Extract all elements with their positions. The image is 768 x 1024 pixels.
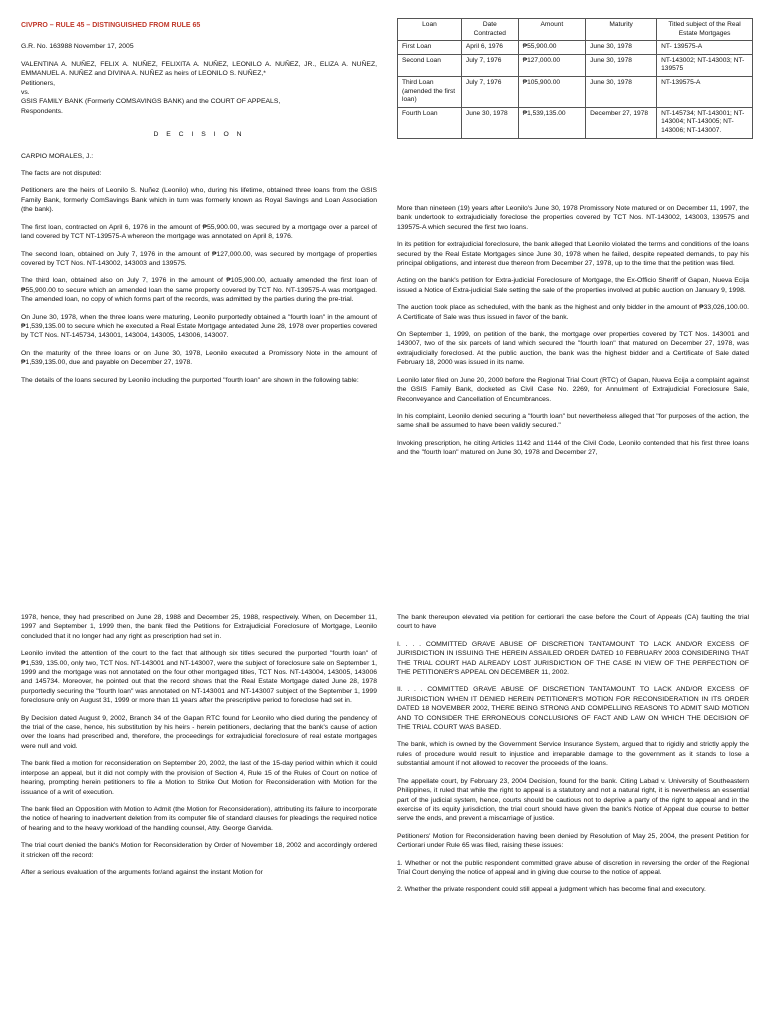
table-row (398, 41, 753, 55)
paragraph: 1978, hence, they had prescribed on June 28, 1988 and December 25, 1988, respectively. When, on December 11, 1997 and September 1, 1999 then, the bank filed the Petitions for Extrajudicial Foreclosure of Mortgage, Leonilo concluded that it no longer had any right as prescription had set in. (21, 614, 377, 640)
paragraph: The details of the loans secured by Leonilo including the purported "fourth loan" are shown in the following table: (21, 376, 359, 384)
paragraph: Acting on the bank's petition for Extra-judicial Foreclosure of Mortgage, the Ex-Officio Sheriff of Gapan, Nueva Ecija issued a Notice of Extra-judicial Sale setting the sale of the properties involved at public auction on January 9, 1998. (397, 277, 749, 294)
paragraph: On September 1, 1999, on petition of the bank, the mortgage over properties covered by TCT Nos. 143001 and 143007, two of the six parcels of land which secured the "fourth loan" that matured on December 27, 1978, was extrajudicially foreclosed. At the public auction, the bank was the highest bidder and a Certificate of Sale dated February 18, 2000 was issued in its name. (397, 331, 749, 367)
table-cell: June 30, 1978 (461, 107, 518, 138)
table-cell: First Loan (398, 41, 462, 55)
paragraph: The third loan, obtained also on July 7, 1976 in the amount of ₱105,900.00, actually amended the first loan of ₱55,900.00 to secure which an amended loan the same property covered by TCT No. NT-139575-A was mortgaged. The amended loan, no copy of which forms part of the records, was admitted by the parties during the pre-trial. (21, 277, 377, 304)
table-cell: December 27, 1978 (586, 107, 657, 138)
table-cell: June 30, 1978 (586, 76, 657, 107)
paragraph: The appellate court, by February 23, 2004 Decision, found for the bank. Citing Labad v. University of Southeastern Philippines, it ruled that while the right to appeal is a statutory and not a natural right, it is nevertheless an essential part of the judicial system, hence, courts should be cautious not to deprive a party of the right to appeal and in the exercise of its equity jurisdiction, the trial court should have given the bank's Notice of Appeal due course to better serve the ends, and prevent a miscarriage of justice. (397, 777, 749, 823)
paragraph: The auction took place as scheduled, with the bank as the highest and only bidder in the amount of ₱33,026,100.00. A Certificate of Sale was thus issued in favor of the bank. (397, 304, 749, 321)
table-cell: July 7, 1976 (461, 76, 518, 107)
paragraph: Invoking prescription, he citing Articles 1142 and 1144 of the Civil Code, Leonilo contended that his first three loans and the "fourth loan" matured on June 30, 1978 and December 27, (397, 439, 749, 457)
table-row (398, 54, 753, 76)
paragraph: The bank filed a motion for reconsideration on September 20, 2002, the last of the 15-day period within which it could interpose an appeal, but it did not comply with the provision of Section 4, Rule 15 of the Rules of Court on notice of hearing, prompting herein petitioners to file a Motion to Strike Out Motion for Reconsideration with Motion for the issuance of a writ of execution. (21, 760, 377, 796)
paragraph: On the maturity of the three loans or on June 30, 1978, Leonilo executed a Promissory Note in the amount of ₱1,539,135.00, due and payable on December 27, 1978. (21, 349, 377, 367)
respondents-label: Respondents. (21, 107, 63, 115)
table-cell: NT- 139575-A (657, 41, 753, 55)
paragraph: In its petition for extrajudicial foreclosure, the bank alleged that Leonilo violated the terms and conditions of the loans secured by the Real Estate Mortgages since June 30, 1978 when he failed, despite repeated demands, to pay his principal obligations, and interest due thereon from December 27, 1978, up to the time that the petition was filed. (397, 241, 749, 268)
petitioners-names: VALENTINA A. NUÑEZ, FELIX A. NUÑEZ, FELIXITA A. NUÑEZ, LEONILO A. NUÑEZ, JR., ELIZA A. NUÑEZ, EMMANUEL A. NUÑEZ and DIVINA A. NUÑEZ as heirs of LEONILO S. NUÑEZ,* (21, 60, 377, 78)
ponente: CARPIO MORALES, J.: (21, 152, 94, 160)
table-cell: April 6, 1976 (461, 41, 518, 55)
paragraph: II. . . . COMMITTED GRAVE ABUSE OF DISCRETION TANTAMOUNT TO LACK AND/OR EXCESS OF JURISDICTION WHEN IT DENIED HEREIN PETITIONER'S MOTION FOR RECONSIDERATION IN ITS ORDER DATED 18 NOVEMBER 2002, THERE BEING STRONG AND COMPELLING REASONS TO ADMIT SAID MOTION AND TO CONSIDER THE ERRONEOUS CONCLUSIONS OF FACT AND LAW ON WHICH THE DECISION OF THE TRIAL COURT WAS BASED. (397, 686, 749, 732)
table-cell: June 30, 1978 (586, 54, 657, 76)
paragraph: The bank, which is owned by the Government Service Insurance System, argued that to rigidly and strictly apply the rules of procedure would result to injustice and irreparable damage to the government as it stands to lose a substantial amount if not allowed to recover the proceeds of the loans. (397, 741, 749, 768)
table-row (398, 107, 753, 138)
column-header: Amount (518, 19, 585, 41)
table-header-row (398, 19, 753, 41)
table-cell: ₱105,900.00 (518, 76, 585, 107)
paragraph: I. . . . COMMITTED GRAVE ABUSE OF DISCRETION TANTAMOUNT TO LACK AND/OR EXCESS OF JURISDICTION IN ISSUING THE HEREIN ASSAILED ORDER DATED 10 FEBRUARY 2003 CONSIDERING THAT THE TRIAL COURT HAD ALREADY LOST JURISDICTION OF THE CASE IN VIEW OF THE PERFECTION OF THE PETITIONER'S APPEAL ON DECEMBER 11, 2002. (397, 640, 749, 677)
paragraph: 2. Whether the private respondent could still appeal a judgment which has become final and executory. (397, 886, 706, 894)
table-cell: Third Loan (amended the first loan) (398, 76, 462, 107)
paragraph: On June 30, 1978, when the three loans were maturing, Leonilo purportedly obtained a "fourth loan" in the amount of ₱1,539,135.00 to secure which he executed a Real Estate Mortgage antedated June 28, 1978 over properties covered by TCT Nos. NT-145734, 143001, 143004, 143005, 143006, 143007. (21, 313, 377, 340)
table-cell: NT-145734; NT-143001; NT-143004; NT-143005; NT-143006; NT-143007. (657, 107, 753, 138)
table-row (398, 76, 753, 107)
case-number: G.R. No. 163988 November 17, 2005 (21, 43, 134, 51)
paragraph: In his complaint, Leonilo denied securing a "fourth loan" but nevertheless alleged that "for purposes of the action, the same shall be assumed to have been validly secured." (397, 412, 749, 430)
table-cell: NT-139575-A (657, 76, 753, 107)
table-cell: ₱1,539,135.00 (518, 107, 585, 138)
decision-heading: D E C I S I O N (153, 131, 245, 139)
column-header: Maturity (586, 19, 657, 41)
loans-table (397, 18, 753, 139)
right-column-bottom (397, 613, 749, 903)
paragraph: The trial court denied the bank's Motion for Reconsideration by Order of November 18, 2002 and accordingly ordered it stricken off the record: (21, 842, 377, 859)
respondents-names: GSIS FAMILY BANK (Formerly COMSAVINGS BANK) and the COURT OF APPEALS, (21, 98, 281, 106)
paragraph: 1. Whether or not the public respondent committed grave abuse of discretion in reversing the order of the Regional Trial Court denying the notice of appeal and in giving due course to the notice of appeal. (397, 859, 749, 876)
table-cell: NT-143002; NT-143003; NT-139575 (657, 54, 753, 76)
paragraph: The second loan, obtained on July 7, 1976 in the amount of ₱127,000.00, was secured by mortgage of properties covered by TCT Nos. NT-143002, 143003 and 139575. (21, 250, 377, 267)
versus-label: vs. (21, 89, 30, 97)
table-cell: Fourth Loan (398, 107, 462, 138)
document-title: CIVPRO – RULE 45 – DISTINGUISHED FROM RULE 65 (21, 22, 201, 29)
left-column-bottom (21, 613, 377, 885)
petitioners-label: Petitioners, (21, 79, 56, 87)
table-cell: June 30, 1978 (586, 41, 657, 55)
column-header: Titled subject of the Real Estate Mortgages (657, 19, 753, 41)
paragraph: The facts are not disputed: (21, 170, 102, 178)
table-cell: Second Loan (398, 54, 462, 76)
paragraph: Petitioners' Motion for Reconsideration having been denied by Resolution of May 25, 2004, the present Petition for Certiorari under Rule 65 was filed, raising these issues: (397, 832, 749, 850)
left-column-top (21, 21, 377, 393)
paragraph: Leonilo invited the attention of the court to the fact that although six titles secured the purported "fourth loan" of ₱1,539, 135.00, only two, TCT Nos. NT-143001 and NT-143007, were the subject of foreclosure sale on September 1, 1999 and the mortgage was not annotated on the four other mortgaged titles, TCT Nos. NT-143004, 143005, 143006 and 145734. Moreover, he pointed out that the record shows that the Real Estate Mortgage dated June 28, 1978 purportedly securing the "fourth loan" was annotated on NT-143001 and NT-143007 subject of the September 1, 1999 foreclosure only on August 31, 1999 or more than 11 years after the prescriptive period to foreclose had set in. (21, 650, 377, 705)
paragraph: By Decision dated August 9, 2002, Branch 34 of the Gapan RTC found for Leonilo who died during the pendency of the trial of the case, hence, his substitution by his heirs - herein petitioners, declaring that the bank's cause of action over the loans had prescribed and, therefore, the proceedings for extrajudicial foreclosure of real estate mortgages were null and void. (21, 714, 377, 750)
paragraph: More than nineteen (19) years after Leonilo's June 30, 1978 Promissory Note matured or on December 11, 1997, the bank undertook to extrajudicially foreclose the properties covered by TCT Nos. NT-143002, 143003, 139575 and 139575-A which secured the first two loans. (397, 205, 749, 231)
right-column-top (397, 204, 749, 466)
paragraph: The bank thereupon elevated via petition for certiorari the case before the Court of Appeals (CA) faulting the trial court to have (397, 614, 749, 631)
table-cell: ₱127,000.00 (518, 54, 585, 76)
table-cell: ₱55,900.00 (518, 41, 585, 55)
paragraph: The bank filed an Opposition with Motion to Admit (the Motion for Reconsideration), attributing its failure to incorporate the notice of hearing to inadvertent deletion from its computer file of standard clauses for pleadings the required notice of hearing and to the heavy workload of the handling counsel, Atty. George Garvida. (21, 805, 377, 832)
column-header: Loan (398, 19, 462, 41)
paragraph: Petitioners are the heirs of Leonilo S. Nuñez (Leonilo) who, during his lifetime, obtained three loans from the GSIS Family Bank, formerly ComSavings Bank which in turn was formerly known as Royal Savings and Loan Association (the bank). (21, 187, 377, 214)
table-cell: July 7, 1976 (461, 54, 518, 76)
paragraph: Leonilo later filed on June 20, 2000 before the Regional Trial Court (RTC) of Gapan, Nueva Ecija a complaint against the GSIS Family Bank, docketed as Civil Case No. 2269, for Annulment of Extrajudicial Foreclosure Sale, Reconveyance and Cancellation of Encumbrances. (397, 376, 749, 403)
paragraph: After a serious evaluation of the arguments for/and against the instant Motion for (21, 868, 263, 876)
column-header: Date Contracted (461, 19, 518, 41)
paragraph: The first loan, contracted on April 6, 1976 in the amount of ₱55,900.00, was secured by a mortgage over a parcel of land covered by TCT NT-139575-A whereon the mortgage was annotated on April 8, 1976. (21, 223, 377, 241)
